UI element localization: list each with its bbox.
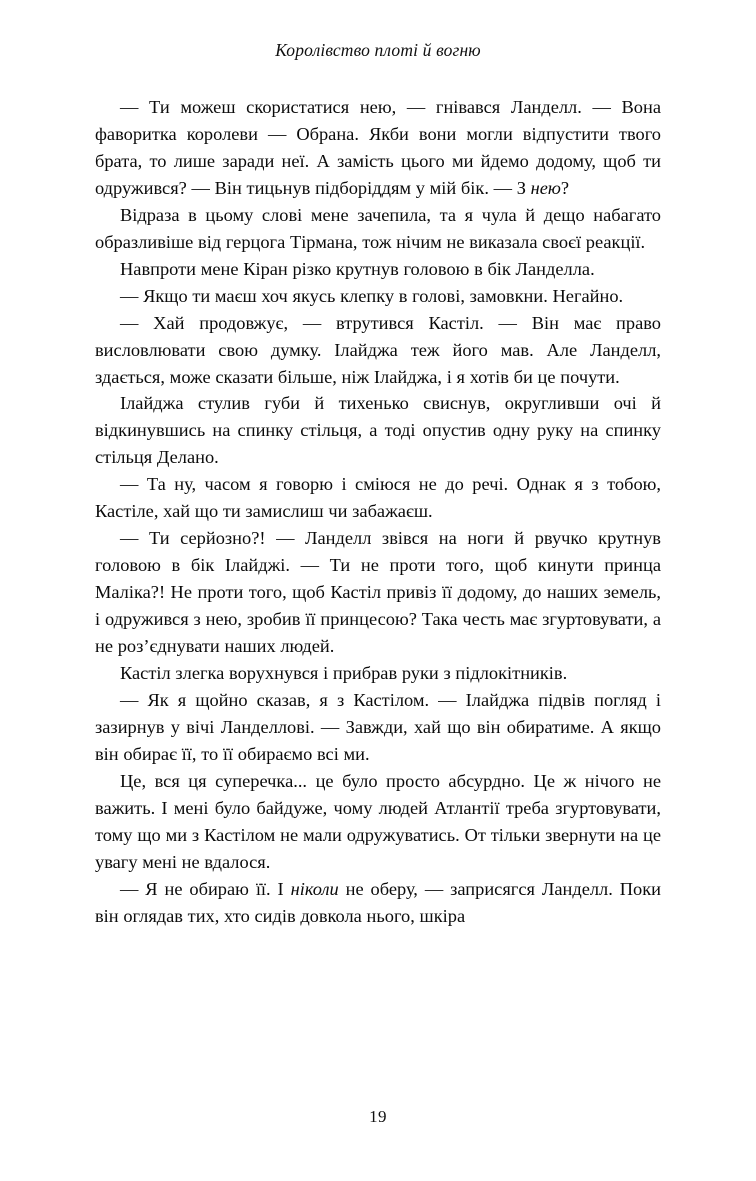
paragraph [95, 687, 661, 768]
page-number: 19 [369, 1107, 387, 1126]
paragraph [95, 94, 661, 202]
paragraph-text: — Я не обираю її. І [120, 878, 291, 899]
running-head: Королівство плоті й вогню [275, 40, 481, 60]
body-text-block [95, 94, 661, 930]
paragraph [95, 310, 661, 391]
paragraph [95, 283, 661, 310]
paragraph [95, 660, 661, 687]
paragraph-text: — Як я щойно сказав, я з Кастілом. — Ілайджа підвів погляд і зазирнув у вічі Ланделлові. — Завжди, хай що він обиратиме. А якщо він обирає її, то її обираємо всі ми. [95, 689, 661, 764]
paragraph [95, 390, 661, 471]
paragraph [95, 525, 661, 660]
paragraph-text: Відраза в цьому слові мене зачепила, та я чула й дещо набагато образливіше від герцога Тірмана, тож нічим не виказала своєї реакції. [95, 204, 661, 252]
paragraph-text: Навпроти мене Кіран різко крутнув головою в бік Ланделла. [120, 258, 595, 279]
emphasis-text: нею [530, 177, 561, 198]
paragraph-text: ? [560, 177, 570, 198]
paragraph-text: — Та ну, часом я говорю і сміюся не до речі. Однак я з тобою, Кастіле, хай що ти замислиш чи забажаєш. [95, 474, 661, 522]
emphasis-text: ніколи [290, 878, 339, 899]
paragraph [95, 256, 661, 283]
paragraph-text: — Якщо ти маєш хоч якусь клепку в голові, замовкни. Негайно. [120, 285, 624, 306]
paragraph-text: не оберу, — заприсягся Ланделл. Поки він оглядав тих, хто сидів довкола нього, шкіра [95, 878, 662, 926]
paragraph-text: Це, вся ця суперечка... це було просто абсурдно. Це ж нічого не важить. І мені було байдуже, чому людей Атлантії треба згуртовувати, тому що ми з Кастілом не мали одружуватись. От тільки звернути на це увагу мені не вдалося. [95, 770, 661, 872]
paragraph [95, 202, 661, 256]
paragraph [95, 768, 661, 876]
paragraph-text: — Ти серйозно?! — Ланделл звівся на ноги й рвучко крутнув головою в бік Ілайджі. — Ти не проти того, щоб кинути принца Маліка?! Не проти того, щоб Кастіл привіз її додому, до наших земель, і одружився з нею, зробив її принцесою? Така честь має згуртовувати, а не роз’єднувати наших людей. [95, 528, 661, 657]
paragraph [95, 876, 661, 930]
paragraph-text: Кастіл злегка ворухнувся і прибрав руки з підлокітників. [120, 663, 568, 684]
paragraph [95, 471, 661, 525]
paragraph-text: Ілайджа стулив губи й тихенько свиснув, округливши очі й відкинувшись на спинку стільця, а тоді опустив одну руку на спинку стільця Делано. [95, 393, 661, 468]
paragraph-text: — Хай продовжує, — втрутився Кастіл. — Він має право висловлювати свою думку. Ілайджа теж його мав. Але Ланделл, здається, може сказати більше, ніж Ілайджа, і я хотів би це почути. [95, 312, 661, 387]
paragraph-text: — Ти можеш скористатися нею, — гнівався Ланделл. — Вона фаворитка королеви — Обрана. Якби вони могли відпустити твого брата, то лише заради неї. А замість цього ми йдемо додому, щоб ти одружився? — Він тицьнув підборіддям у мій бік. — З [95, 97, 661, 198]
